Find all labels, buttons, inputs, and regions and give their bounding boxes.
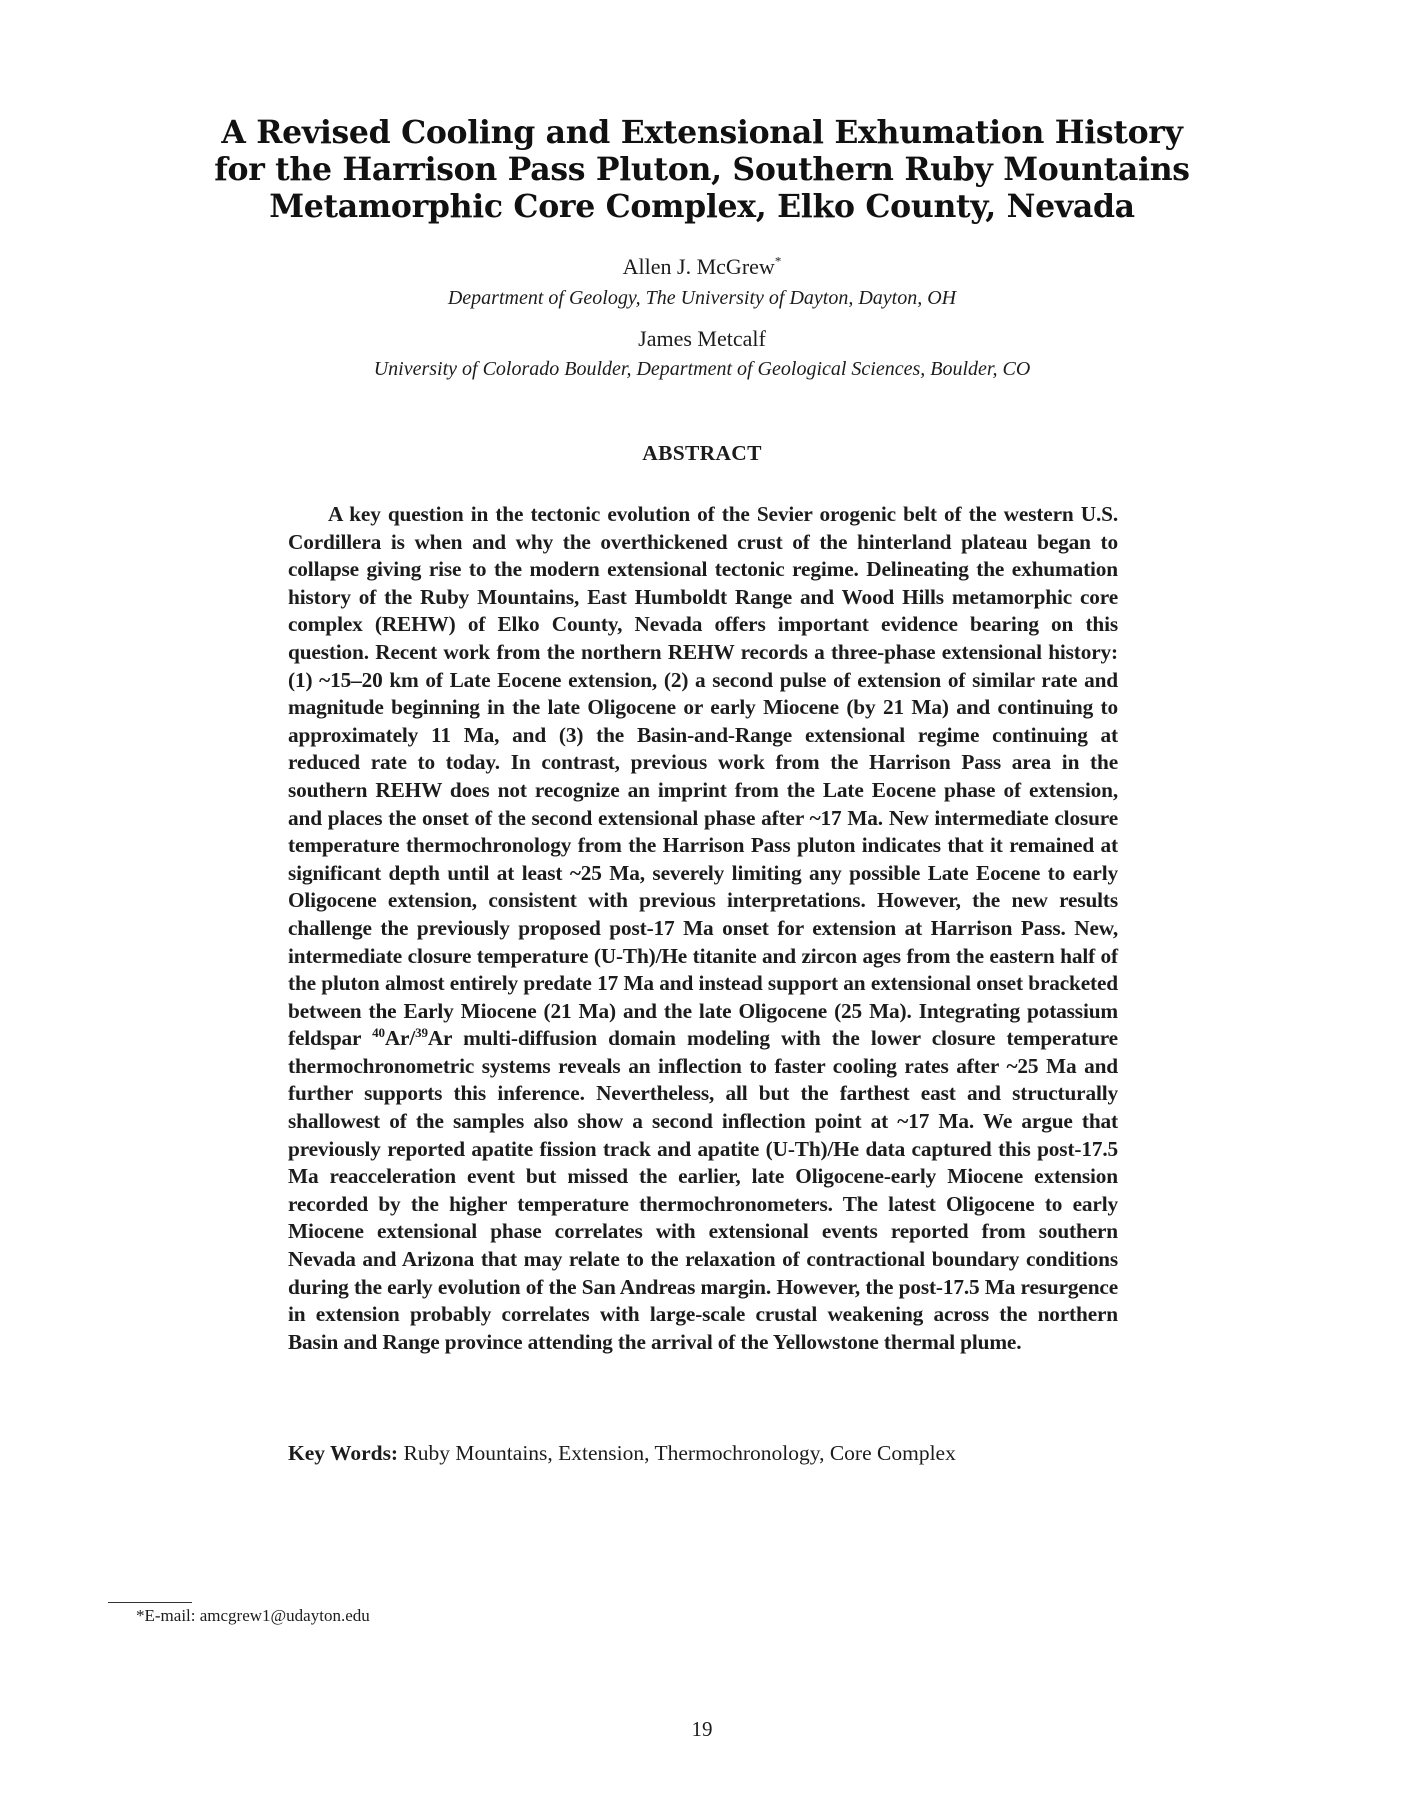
abstract-heading: ABSTRACT: [642, 441, 762, 465]
footnote-email: *E-mail: amcgrew1@udayton.edu: [136, 1606, 370, 1625]
title-line: Metamorphic Core Complex, Elko County, Nevada: [269, 188, 1135, 225]
author-footnote-marker: *: [774, 253, 782, 269]
footnote-divider: [108, 1602, 192, 1603]
keywords: [288, 1440, 1118, 1466]
title-line: A Revised Cooling and Extensional Exhumation History: [221, 114, 1183, 151]
paper-title: [160, 114, 1244, 225]
abstract-text-part: A key question in the tectonic evolution of the Sevier orogenic belt of the western U.S. Cordillera is when and why the overthickened crust of the hinterland plateau began to collapse giving rise to the modern extensional tectonic regime. Delineating the exhumation history of the Ruby Mountains, East Humboldt Range and Wood Hills metamorphic core complex (REHW) of Elko County, Nevada offers important evidence bearing on this question. Recent work from the northern REHW records a three-phase extensional history: (1) ~15–20 km of Late Eocene extension, (2) a second pulse of extension of similar rate and magnitude beginning in the late Oligocene or early Miocene (by 21 Ma) and continuing to approximately 11 Ma, and (3) the Basin-and-Range extensional regime continuing at reduced rate to today. In contrast, previous work from the Harrison Pass area in the southern REHW does not recognize an imprint from the Late Eocene phase of extension, and places the onset of the second extensional phase after ~17 Ma. New intermediate closure temperature thermochronology from the Harrison Pass pluton indicates that it remained at significant depth until at least ~25 Ma, severely limiting any possible Late Eocene to early Oligocene extension, consistent with previous interpretations. However, the new results challenge the previously proposed post-17 Ma onset for extension at Harrison Pass. New, intermediate closure temperature (U-Th)/He titanite and zircon ages from the eastern half of the pluton almost entirely predate 17 Ma and instead support an extensional onset bracketed between the Early Miocene (21 Ma) and the late Oligocene (25 Ma). Integrating potassium feldspar: [288, 502, 1118, 1051]
author-affiliation: Department of Geology, The University of Dayton, Dayton, OH: [447, 287, 957, 309]
keywords-list: Ruby Mountains, Extension, Thermochronology, Core Complex: [398, 1441, 956, 1465]
abstract-text-part: Ar/: [384, 1026, 416, 1051]
isotope-superscript: 40: [372, 1025, 385, 1041]
author-name: [0, 326, 1404, 352]
isotope-superscript: 39: [415, 1025, 428, 1041]
abstract-text-part: Ar multi-diffusion domain modeling with the lower closure temperature thermochronometric systems reveals an inflection to faster cooling rates after ~25 Ma and further supports this inference. Nevertheless, all but the farthest east and structurally shallowest of the samples also show a second inflection point at ~17 Ma. We argue that previously reported apatite fission track and apatite (U-Th)/He data captured this post-17.5 Ma reacceleration event but missed the earlier, late Oligocene-early Miocene extension recorded by the higher temperature thermochronometers. The latest Oligocene to early Miocene extensional phase correlates with extensional events reported from southern Nevada and Arizona that may relate to the relaxation of contractional boundary conditions during the early evolution of the San Andreas margin. However, the post-17.5 Ma resurgence in extension probably correlates with large-scale crustal weakening across the northern Basin and Range province attending the arrival of the Yellowstone thermal plume.: [288, 1026, 1118, 1354]
author-affiliation: University of Colorado Boulder, Department of Geological Sciences, Boulder, CO: [373, 358, 1031, 380]
keywords-label: Key Words:: [288, 1441, 399, 1465]
author-name-text: James Metcalf: [638, 326, 766, 351]
title-line: for the Harrison Pass Pluton, Southern Ruby Mountains: [214, 151, 1190, 188]
abstract-text: [288, 501, 1118, 1356]
page-number: 19: [691, 1717, 713, 1741]
author-name-text: Allen J. McGrew: [622, 254, 775, 279]
author-name: [0, 254, 1404, 280]
